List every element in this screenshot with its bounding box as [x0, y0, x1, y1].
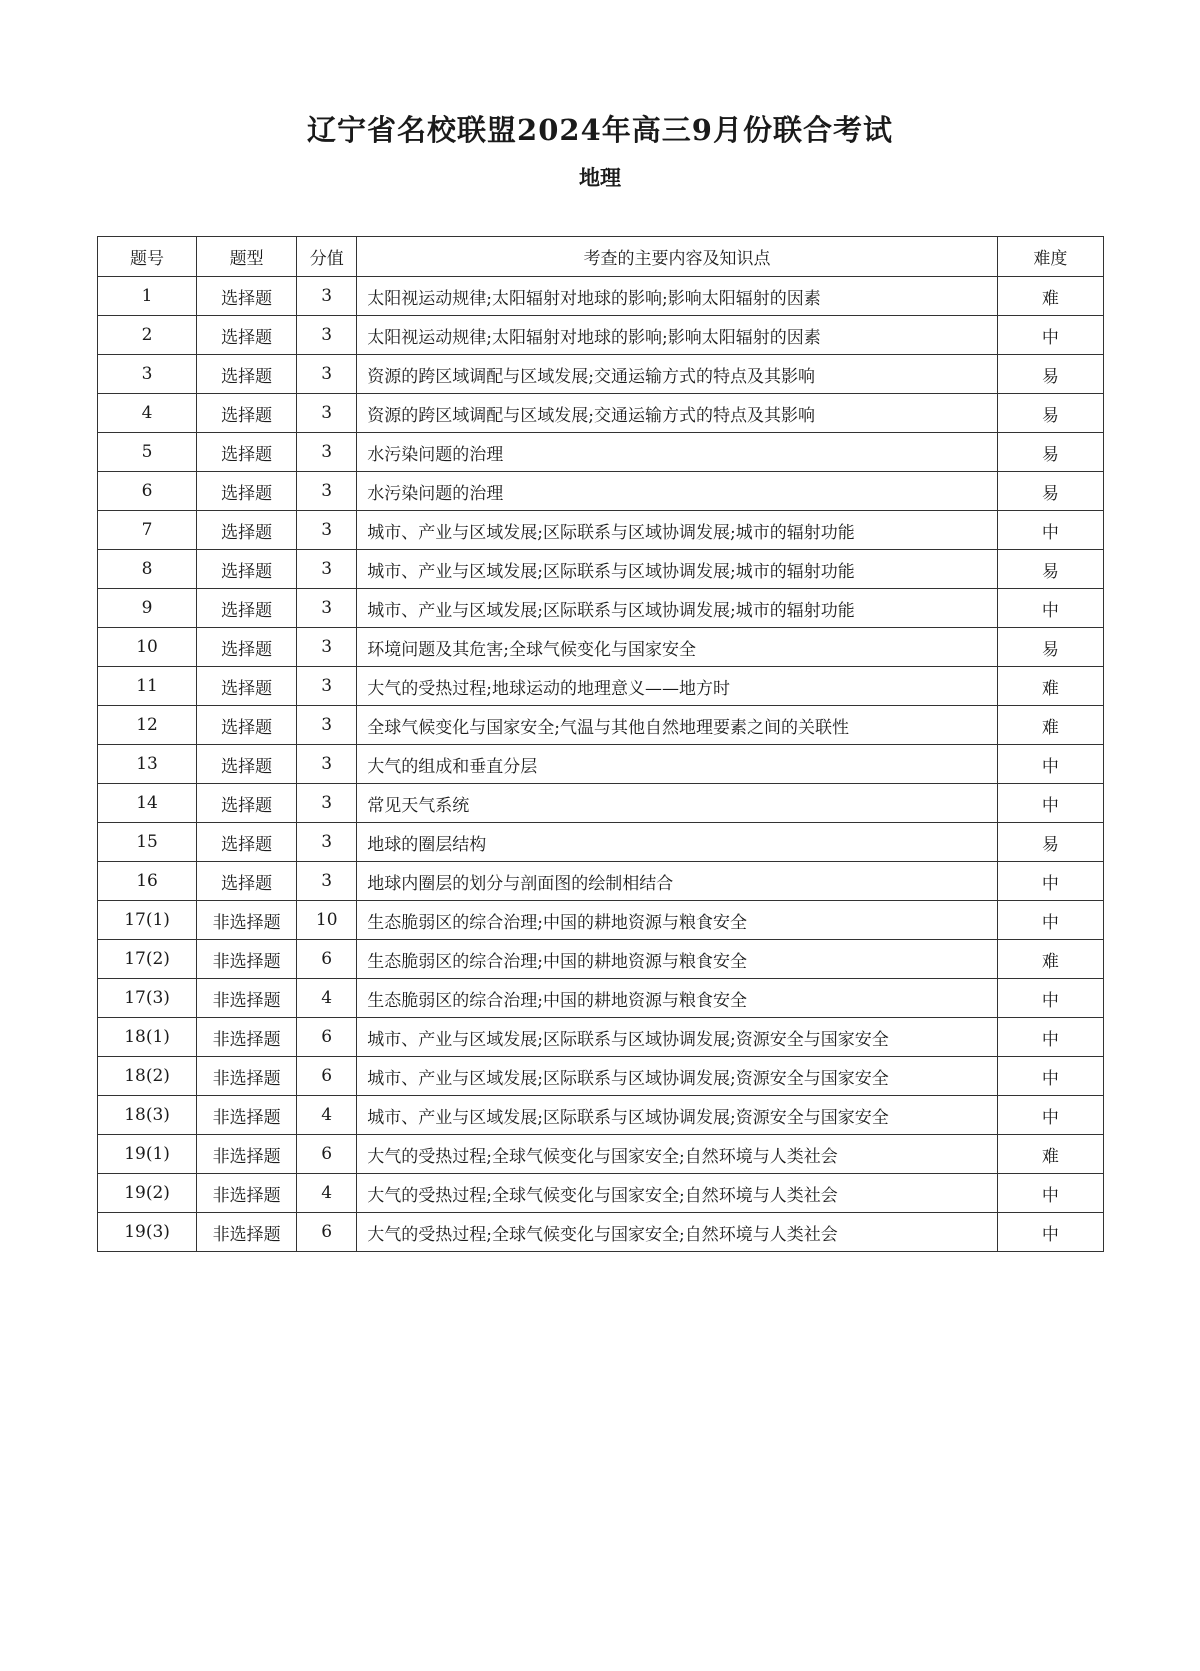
cell-number: 19(3): [98, 1213, 197, 1252]
cell-difficulty: 易: [997, 550, 1103, 589]
header-content: 考查的主要内容及知识点: [357, 237, 998, 277]
cell-score: 6: [297, 1018, 357, 1057]
cell-content: 生态脆弱区的综合治理;中国的耕地资源与粮食安全: [357, 901, 998, 940]
cell-difficulty: 难: [997, 667, 1103, 706]
table-row: [98, 901, 1104, 940]
table-body: [98, 277, 1104, 1252]
cell-difficulty: 易: [997, 823, 1103, 862]
cell-difficulty: 中: [997, 1018, 1103, 1057]
subject-title: 地理: [579, 166, 621, 190]
cell-content: 城市、产业与区域发展;区际联系与区域协调发展;城市的辐射功能: [357, 550, 998, 589]
table-row: [98, 979, 1104, 1018]
cell-content: 生态脆弱区的综合治理;中国的耕地资源与粮食安全: [357, 940, 998, 979]
cell-type: 选择题: [197, 472, 297, 511]
cell-number: 13: [98, 745, 197, 784]
cell-number: 8: [98, 550, 197, 589]
cell-content: 地球的圈层结构: [357, 823, 998, 862]
cell-content: 水污染问题的治理: [357, 472, 998, 511]
table-row: [98, 394, 1104, 433]
cell-difficulty: 难: [997, 1135, 1103, 1174]
cell-type: 选择题: [197, 862, 297, 901]
table-header-row: [98, 237, 1104, 277]
cell-type: 选择题: [197, 355, 297, 394]
cell-score: 3: [297, 589, 357, 628]
cell-number: 14: [98, 784, 197, 823]
cell-difficulty: 难: [997, 940, 1103, 979]
cell-number: 15: [98, 823, 197, 862]
cell-type: 选择题: [197, 667, 297, 706]
cell-difficulty: 中: [997, 316, 1103, 355]
cell-difficulty: 中: [997, 1213, 1103, 1252]
header-number: 题号: [98, 237, 197, 277]
cell-content: 城市、产业与区域发展;区际联系与区域协调发展;城市的辐射功能: [357, 511, 998, 550]
cell-score: 3: [297, 472, 357, 511]
cell-number: 10: [98, 628, 197, 667]
cell-type: 选择题: [197, 784, 297, 823]
cell-difficulty: 中: [997, 784, 1103, 823]
table-row: [98, 511, 1104, 550]
table-row: [98, 277, 1104, 316]
table-row: [98, 1018, 1104, 1057]
cell-content: 生态脆弱区的综合治理;中国的耕地资源与粮食安全: [357, 979, 998, 1018]
cell-score: 3: [297, 628, 357, 667]
header-type: 题型: [197, 237, 297, 277]
cell-score: 3: [297, 667, 357, 706]
table-row: [98, 706, 1104, 745]
cell-number: 4: [98, 394, 197, 433]
cell-number: 3: [98, 355, 197, 394]
cell-score: 4: [297, 1096, 357, 1135]
cell-score: 3: [297, 784, 357, 823]
cell-content: 城市、产业与区域发展;区际联系与区域协调发展;城市的辐射功能: [357, 589, 998, 628]
cell-score: 3: [297, 394, 357, 433]
table-row: [98, 550, 1104, 589]
cell-number: 18(2): [98, 1057, 197, 1096]
cell-difficulty: 中: [997, 901, 1103, 940]
table-row: [98, 823, 1104, 862]
cell-content: 大气的组成和垂直分层: [357, 745, 998, 784]
cell-number: 19(1): [98, 1135, 197, 1174]
cell-type: 选择题: [197, 628, 297, 667]
cell-content: 资源的跨区域调配与区域发展;交通运输方式的特点及其影响: [357, 394, 998, 433]
cell-type: 选择题: [197, 277, 297, 316]
cell-difficulty: 中: [997, 1174, 1103, 1213]
cell-content: 常见天气系统: [357, 784, 998, 823]
cell-content: 城市、产业与区域发展;区际联系与区域协调发展;资源安全与国家安全: [357, 1057, 998, 1096]
cell-score: 4: [297, 1174, 357, 1213]
cell-difficulty: 易: [997, 355, 1103, 394]
cell-content: 大气的受热过程;全球气候变化与国家安全;自然环境与人类社会: [357, 1213, 998, 1252]
exam-spec-table: [97, 236, 1104, 1252]
cell-score: 3: [297, 706, 357, 745]
cell-number: 9: [98, 589, 197, 628]
table-row: [98, 1135, 1104, 1174]
cell-number: 6: [98, 472, 197, 511]
cell-score: 3: [297, 355, 357, 394]
cell-type: 选择题: [197, 706, 297, 745]
cell-score: 6: [297, 1135, 357, 1174]
cell-number: 17(3): [98, 979, 197, 1018]
cell-difficulty: 中: [997, 511, 1103, 550]
cell-score: 3: [297, 277, 357, 316]
cell-content: 资源的跨区域调配与区域发展;交通运输方式的特点及其影响: [357, 355, 998, 394]
header-score: 分值: [297, 237, 357, 277]
cell-difficulty: 易: [997, 628, 1103, 667]
table-row: [98, 745, 1104, 784]
cell-type: 非选择题: [197, 979, 297, 1018]
cell-type: 非选择题: [197, 1135, 297, 1174]
cell-score: 6: [297, 1213, 357, 1252]
cell-difficulty: 中: [997, 979, 1103, 1018]
cell-number: 17(2): [98, 940, 197, 979]
cell-type: 选择题: [197, 823, 297, 862]
cell-score: 3: [297, 550, 357, 589]
table-row: [98, 1174, 1104, 1213]
cell-number: 7: [98, 511, 197, 550]
cell-content: 大气的受热过程;地球运动的地理意义——地方时: [357, 667, 998, 706]
cell-type: 选择题: [197, 433, 297, 472]
document-title: 辽宁省名校联盟2024年高三9月份联合考试: [307, 113, 893, 147]
cell-content: 大气的受热过程;全球气候变化与国家安全;自然环境与人类社会: [357, 1135, 998, 1174]
table-row: [98, 355, 1104, 394]
cell-type: 选择题: [197, 589, 297, 628]
cell-score: 4: [297, 979, 357, 1018]
cell-score: 6: [297, 940, 357, 979]
cell-number: 5: [98, 433, 197, 472]
cell-difficulty: 中: [997, 1057, 1103, 1096]
cell-difficulty: 中: [997, 589, 1103, 628]
cell-number: 18(3): [98, 1096, 197, 1135]
table-row: [98, 433, 1104, 472]
cell-score: 3: [297, 862, 357, 901]
cell-content: 太阳视运动规律;太阳辐射对地球的影响;影响太阳辐射的因素: [357, 277, 998, 316]
cell-number: 19(2): [98, 1174, 197, 1213]
cell-type: 非选择题: [197, 940, 297, 979]
cell-difficulty: 难: [997, 277, 1103, 316]
cell-difficulty: 中: [997, 745, 1103, 784]
table-row: [98, 316, 1104, 355]
cell-type: 非选择题: [197, 901, 297, 940]
table-row: [98, 472, 1104, 511]
cell-type: 选择题: [197, 316, 297, 355]
cell-number: 12: [98, 706, 197, 745]
cell-type: 选择题: [197, 550, 297, 589]
cell-content: 城市、产业与区域发展;区际联系与区域协调发展;资源安全与国家安全: [357, 1096, 998, 1135]
cell-score: 3: [297, 511, 357, 550]
cell-number: 17(1): [98, 901, 197, 940]
cell-type: 非选择题: [197, 1213, 297, 1252]
cell-score: 10: [297, 901, 357, 940]
cell-difficulty: 易: [997, 472, 1103, 511]
cell-type: 非选择题: [197, 1018, 297, 1057]
cell-number: 1: [98, 277, 197, 316]
cell-type: 选择题: [197, 511, 297, 550]
cell-type: 选择题: [197, 745, 297, 784]
cell-difficulty: 易: [997, 433, 1103, 472]
header-difficulty: 难度: [997, 237, 1103, 277]
table-row: [98, 1213, 1104, 1252]
table-row: [98, 1096, 1104, 1135]
cell-difficulty: 难: [997, 706, 1103, 745]
cell-type: 非选择题: [197, 1057, 297, 1096]
cell-type: 选择题: [197, 394, 297, 433]
cell-content: 全球气候变化与国家安全;气温与其他自然地理要素之间的关联性: [357, 706, 998, 745]
cell-content: 大气的受热过程;全球气候变化与国家安全;自然环境与人类社会: [357, 1174, 998, 1213]
table-row: [98, 940, 1104, 979]
cell-content: 城市、产业与区域发展;区际联系与区域协调发展;资源安全与国家安全: [357, 1018, 998, 1057]
cell-difficulty: 易: [997, 394, 1103, 433]
cell-score: 3: [297, 433, 357, 472]
table-row: [98, 1057, 1104, 1096]
table-row: [98, 862, 1104, 901]
cell-content: 水污染问题的治理: [357, 433, 998, 472]
cell-number: 16: [98, 862, 197, 901]
cell-score: 3: [297, 823, 357, 862]
cell-type: 非选择题: [197, 1096, 297, 1135]
cell-number: 18(1): [98, 1018, 197, 1057]
cell-difficulty: 中: [997, 862, 1103, 901]
table-row: [98, 784, 1104, 823]
cell-content: 环境问题及其危害;全球气候变化与国家安全: [357, 628, 998, 667]
cell-content: 地球内圈层的划分与剖面图的绘制相结合: [357, 862, 998, 901]
cell-score: 6: [297, 1057, 357, 1096]
cell-number: 11: [98, 667, 197, 706]
table-row: [98, 589, 1104, 628]
table-row: [98, 667, 1104, 706]
table-row: [98, 628, 1104, 667]
cell-number: 2: [98, 316, 197, 355]
cell-content: 太阳视运动规律;太阳辐射对地球的影响;影响太阳辐射的因素: [357, 316, 998, 355]
cell-score: 3: [297, 745, 357, 784]
cell-score: 3: [297, 316, 357, 355]
cell-type: 非选择题: [197, 1174, 297, 1213]
cell-difficulty: 中: [997, 1096, 1103, 1135]
